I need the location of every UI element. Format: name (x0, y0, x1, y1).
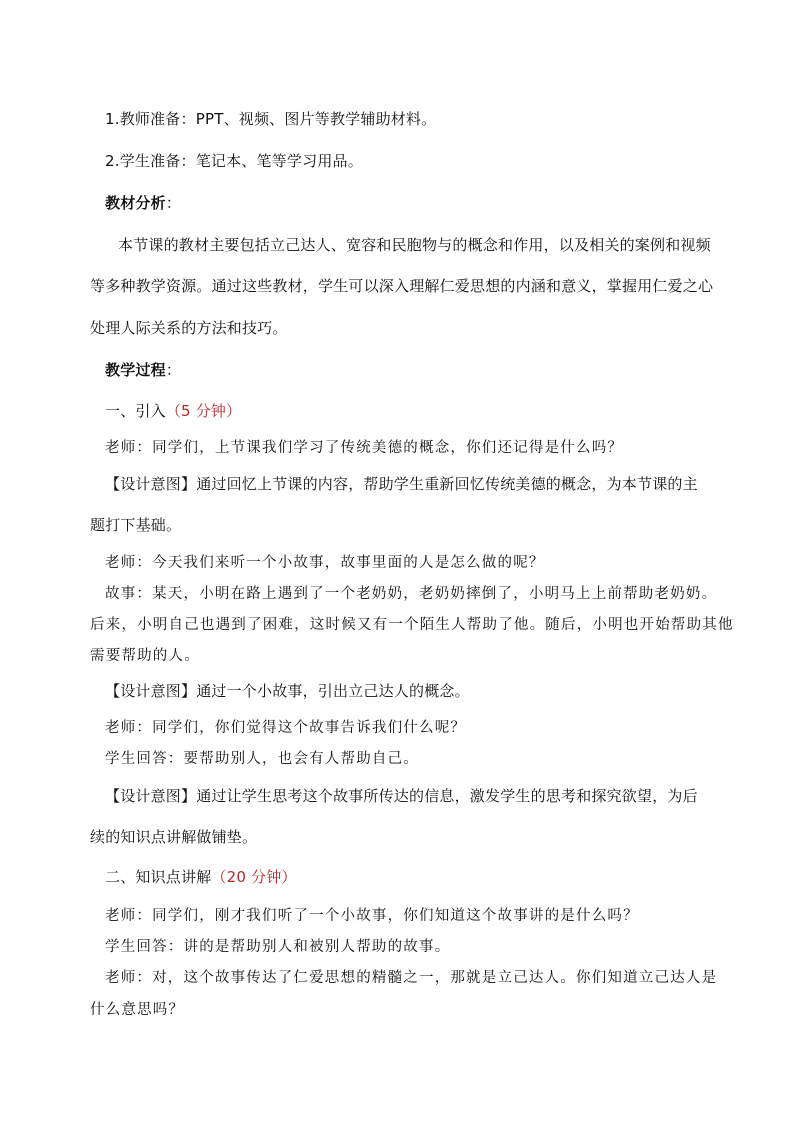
s1-story-line-1: 故事：某天，小明在路上遇到了一个老奶奶，老奶奶摔倒了，小明马上上前帮助老奶奶。 (105, 586, 718, 602)
material-heading-line (105, 192, 724, 213)
material-body-line-1: 本节课的教材主要包括立己达人、宽容和民胞物与的概念和作用，以及相关的案例和视频 (118, 236, 711, 254)
prep-teacher: 1.教师准备：PPT、视频、图片等教学辅助材料。 (105, 110, 437, 128)
s1-design-intent-3-line-2: 续的知识点讲解做铺垫。 (90, 828, 258, 846)
s2-teacher-statement-line-2: 什么意思吗？ (90, 1002, 185, 1018)
s1-teacher-question-2: 老师：今天我们来听一个小故事，故事里面的人是怎么做的呢？ (105, 555, 545, 571)
s1-design-intent-1-line-2: 题打下基础。 (90, 516, 182, 534)
section1-title: 一、引入 (105, 402, 166, 420)
s1-design-intent-2: 【设计意图】通过一个小故事，引出立己达人的概念。 (105, 682, 470, 700)
s2-teacher-question-1: 老师：同学们，刚才我们听了一个小故事，你们知道这个故事讲的是什么吗？ (105, 908, 639, 924)
s1-teacher-question-1: 老师：同学们，上节课我们学习了传统美德的概念，你们还记得是什么吗？ (105, 440, 624, 456)
material-heading-colon: ： (165, 194, 182, 212)
section1-title-line (105, 400, 724, 421)
material-heading: 教材分析 (105, 194, 166, 212)
section2-title-line (105, 866, 724, 887)
prep-student: 2.学生准备：笔记本、笔等学习用品。 (105, 152, 363, 170)
process-heading-line (105, 359, 724, 380)
s1-design-intent-1-line-1: 【设计意图】通过回忆上节课的内容，帮助学生重新回忆传统美德的概念，为本节课的主 (105, 475, 698, 493)
section2-time: （20 分钟） (211, 868, 297, 886)
process-heading: 教学过程 (105, 361, 166, 379)
s1-teacher-question-3: 老师：同学们，你们觉得这个故事告诉我们什么呢？ (105, 720, 467, 736)
s1-design-intent-3-line-1: 【设计意图】通过让学生思考这个故事所传达的信息，激发学生的思考和探究欲望，为后 (105, 787, 698, 805)
material-body-line-2: 等多种教学资源。通过这些教材，学生可以深入理解仁爱思想的内涵和意义，掌握用仁爱之心 (90, 277, 714, 295)
material-body-line-3: 处理人际关系的方法和技巧。 (90, 319, 288, 337)
s2-teacher-statement-line-1: 老师：对，这个故事传达了仁爱思想的精髓之一，那就是立己达人。你们知道立己达人是 (105, 970, 718, 986)
s1-story-line-2: 后来，小明自己也遇到了困难，这时候又有一个陌生人帮助了他。随后，小明也开始帮助其他 (90, 617, 734, 633)
section1-time: （5 分钟） (165, 402, 242, 420)
s1-student-answer: 学生回答：要帮助别人，也会有人帮助自己。 (105, 751, 419, 767)
s2-student-answer: 学生回答：讲的是帮助别人和被别人帮助的故事。 (105, 939, 451, 955)
process-heading-colon: ： (165, 361, 182, 379)
s1-story-line-3: 需要帮助的人。 (90, 648, 200, 664)
section2-title: 二、知识点讲解 (105, 868, 212, 886)
